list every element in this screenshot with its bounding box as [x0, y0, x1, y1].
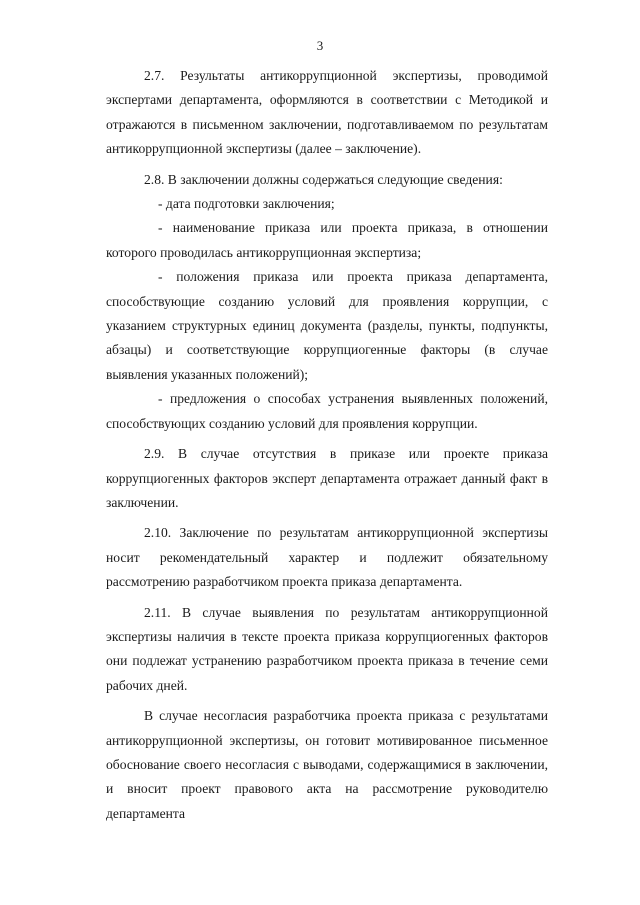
paragraph-2-9: 2.9. В случае отсутствия в приказе или проекте приказа коррупциогенных факторов эксперт департамента отражает данный факт в заключении. — [106, 446, 548, 510]
paragraph-disagreement: В случае несогласия разработчика проекта приказа с результатами антикоррупционной экспертизы, он готовит мотивированное письменное обоснование своего несогласия с выводами, содержащимися в заключении, и вносит проект правового акта на рассмотрение руководителю департамента — [106, 708, 548, 821]
page-number: 3 — [316, 38, 324, 53]
list-item-provisions: - положения приказа или проекта приказа департамента, способствующие созданию условий для проявления коррупции, с указанием структурных единиц документа (разделы, пункты, подпункты, абзацы) и соответствующие коррупциогенные факторы (в случае выявления указанных положений); — [106, 269, 548, 382]
list-item-date: - дата подготовки заключения; — [158, 196, 335, 212]
paragraph-2-8: 2.8. В заключении должны содержаться следующие сведения: — [144, 171, 503, 187]
paragraph-2-10: 2.10. Заключение по результатам антикоррупционной экспертизы носит рекомендательный характер и подлежит обязательному рассмотрению разработчиком проекта приказа департамента. — [106, 525, 548, 590]
document-body — [106, 64, 548, 826]
paragraph-2-7: 2.7. Результаты антикоррупционной экспертизы, проводимой экспертами департамента, оформляются в соответствии с Методикой и отражаются в письменном заключении, подготавливаемом по результатам антикоррупционной экспертизы (далее – заключение). — [106, 68, 548, 157]
list-item-proposals: - предложения о способах устранения выявленных положений, способствующих созданию условий для проявления коррупции. — [106, 391, 548, 431]
list-item-order-name: - наименование приказа или проекта приказа, в отношении которого проводилась антикоррупционная экспертиза; — [106, 220, 548, 260]
paragraph-2-11: 2.11. В случае выявления по результатам антикоррупционной экспертизы наличия в тексте проекта приказа коррупциогенных факторов они подлежат устранению разработчиком проекта приказа в течение семи рабочих дней. — [106, 604, 548, 693]
